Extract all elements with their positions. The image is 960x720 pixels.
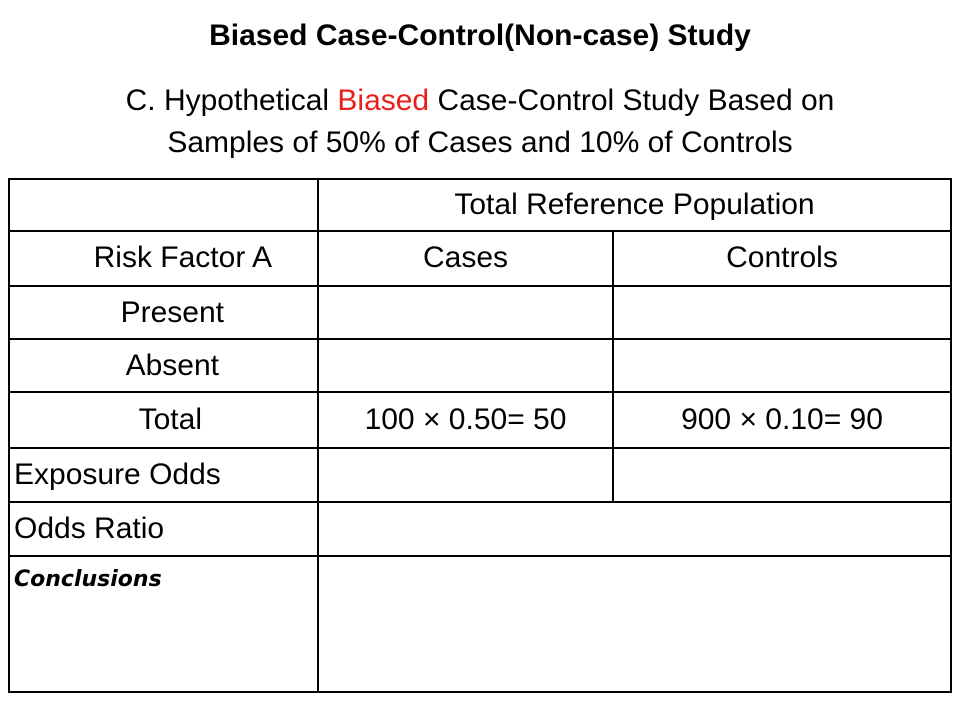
row-label-present: Present bbox=[120, 296, 224, 329]
subtitle-rest: Case-Control Study Based on bbox=[429, 84, 835, 117]
column-controls-label: Controls bbox=[726, 241, 838, 274]
table-rule bbox=[8, 555, 952, 557]
row-label-exposure-odds: Exposure Odds bbox=[14, 458, 221, 491]
subtitle-highlight: Biased bbox=[337, 84, 430, 117]
cell-total-controls: 900 × 0.10= 90 bbox=[681, 403, 883, 436]
cell-odds-ratio bbox=[319, 503, 950, 555]
row-header-label: Risk Factor A bbox=[93, 241, 272, 274]
column-cases-label: Cases bbox=[422, 241, 509, 274]
row-label-conclusions: Conclusions bbox=[14, 567, 162, 592]
cell-exposure-odds-controls bbox=[614, 449, 950, 501]
table-rule bbox=[8, 691, 952, 693]
row-label-odds-ratio: Odds Ratio bbox=[14, 512, 165, 545]
row-label-total: Total bbox=[138, 403, 202, 436]
cell-exposure-odds-cases bbox=[319, 449, 612, 501]
cell-present-cases bbox=[319, 287, 612, 339]
slide-title: Biased Case-Control(Non-case) Study bbox=[209, 19, 751, 52]
row-label-absent: Absent bbox=[125, 349, 219, 382]
cell-conclusions bbox=[325, 560, 945, 612]
cell-absent-cases bbox=[319, 340, 612, 392]
cell-absent-controls bbox=[614, 340, 950, 392]
header-group-label: Total Reference Population bbox=[454, 188, 815, 221]
cell-total-cases: 100 × 0.50= 50 bbox=[364, 403, 567, 436]
table-border bbox=[950, 178, 952, 693]
subtitle-prefix: C. Hypothetical bbox=[125, 84, 338, 117]
subtitle-line-2: Samples of 50% of Cases and 10% of Controls bbox=[167, 126, 793, 159]
cell-present-controls bbox=[614, 287, 950, 339]
